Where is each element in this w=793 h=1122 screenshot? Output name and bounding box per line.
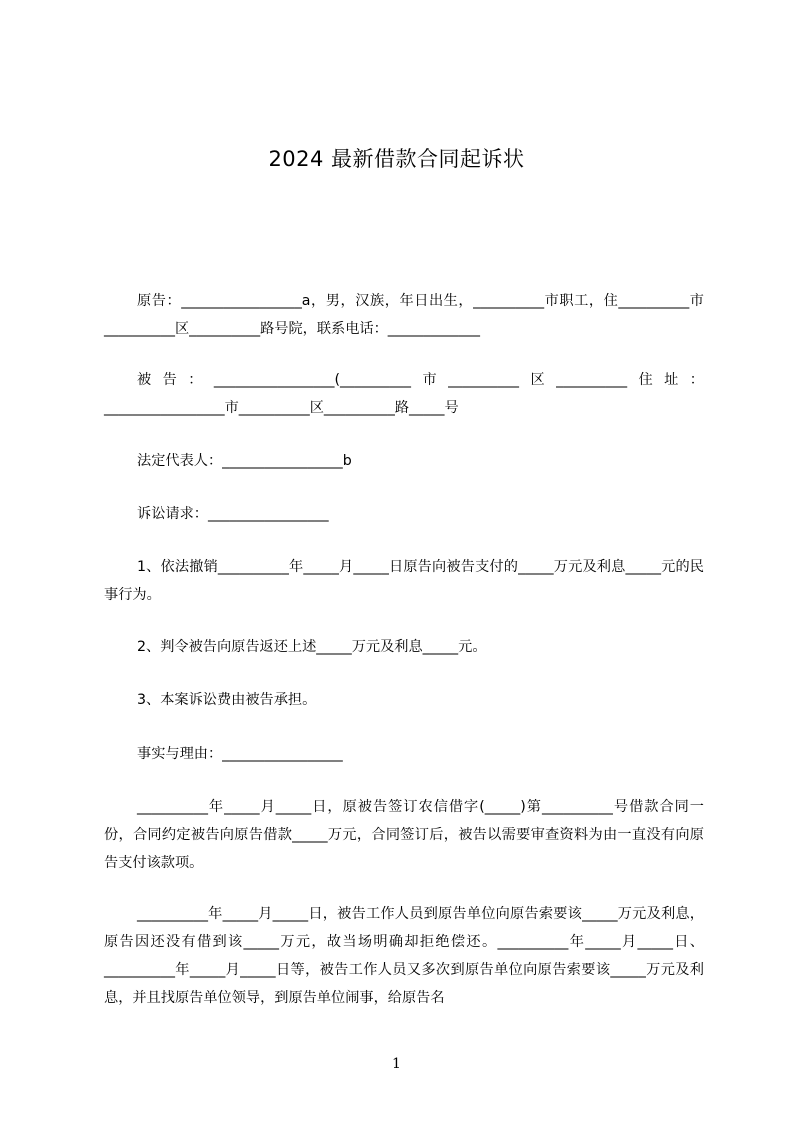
- paragraph-defendant: 被告：_________________(__________市__________区__________住址：_________________市__________区__________路_____号: [104, 372, 704, 416]
- paragraph-claim-3: 3、本案诉讼费由被告承担。: [137, 692, 317, 708]
- paragraph-fact-1: __________年_____月_____日，原被告签订农信借字(_____)第__________号借款合同一份，合同约定被告向原告借款_____万元，合同签订后，被告以需要审查资料为由一直没有向原告支付该款项。: [104, 799, 704, 871]
- paragraph-fact-2: __________年_____月_____日，被告工作人员到原告单位向原告索要该_____万元及利息，原告因还没有借到该_____万元，故当场明确却拒绝偿还。__________年_____月_____日、__________年_____月_____日等，被告工作人员又多次到原告单位向原告索要该_____万元及利息，并且找原告单位领导，到原告单位闹事，给原告名: [104, 906, 704, 1006]
- paragraph-claim-2: 2、判令被告向原告返还上述_____万元及利息_____元。: [137, 639, 487, 655]
- paragraph-legal-representative: 法定代表人：_________________b: [137, 453, 352, 469]
- paragraph-claims-heading: 诉讼请求：_________________: [137, 506, 329, 522]
- paragraph-plaintiff: 原告：_________________a，男，汉族，年日出生，__________市职工，住__________市__________区__________路号院，联系电话：_____________: [104, 293, 704, 337]
- document-title: 2024 最新借款合同起诉状: [268, 147, 525, 171]
- page-number: 1: [392, 1056, 401, 1072]
- paragraph-facts-heading: 事实与理由：_________________: [137, 746, 343, 762]
- paragraph-claim-1: 1、依法撤销__________年_____月_____日原告向被告支付的_____万元及利息_____元的民事行为。: [104, 559, 704, 603]
